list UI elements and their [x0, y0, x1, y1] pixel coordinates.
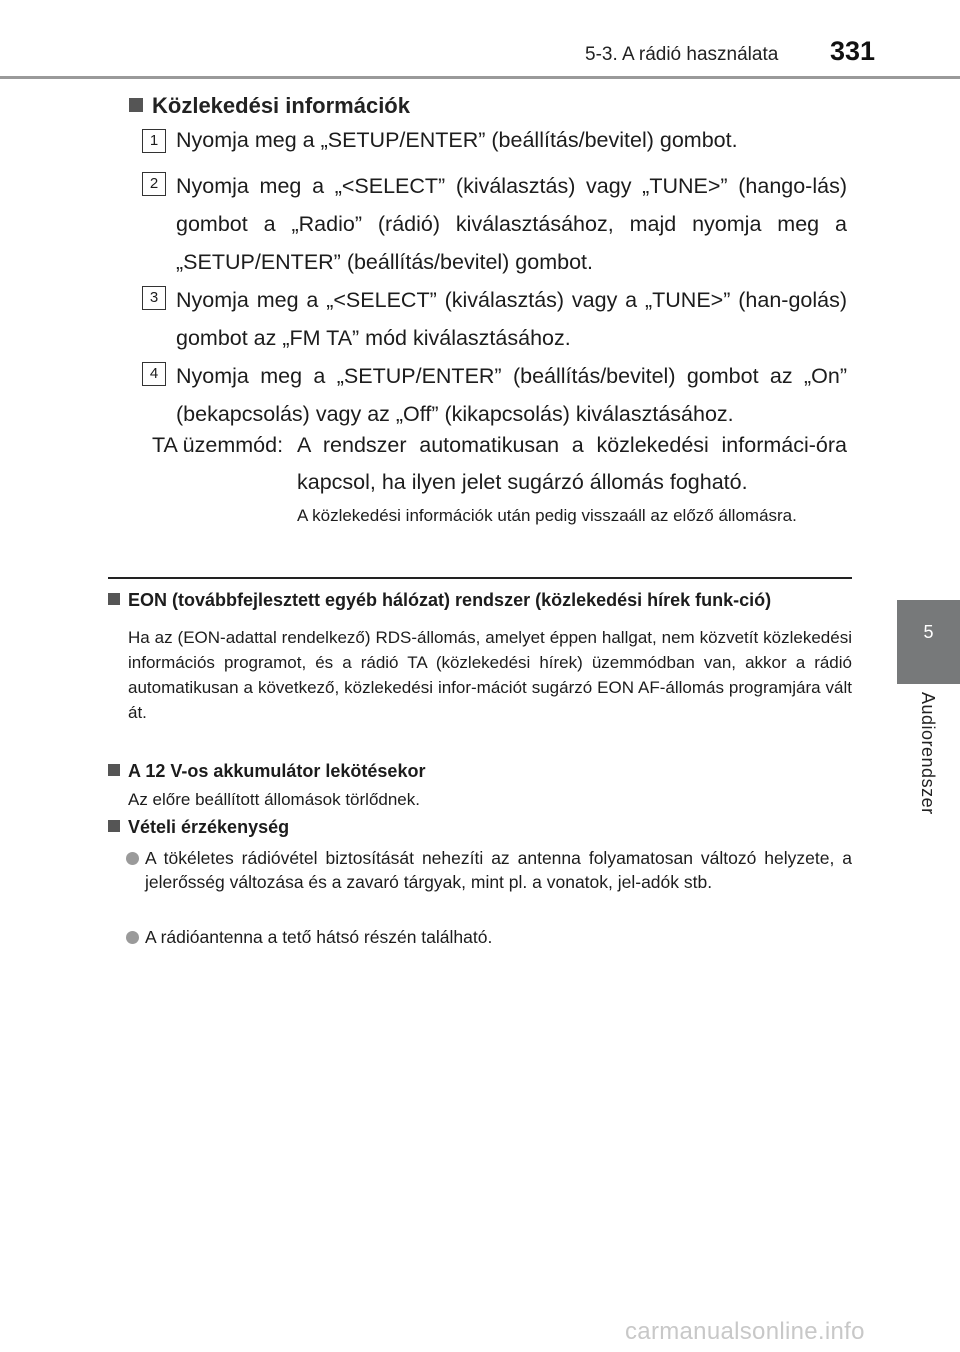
- section-title: 5-3. A rádió használata: [585, 44, 779, 65]
- step-number-badge: 3: [142, 286, 166, 310]
- step-number-badge: 2: [142, 172, 166, 196]
- note-title-text: EON (továbbfejlesztett egyéb hálózat) rendszer (közlekedési hírek funk-ció): [128, 590, 772, 610]
- watermark: carmanualsonline.info: [625, 1318, 865, 1345]
- list-item: [126, 846, 852, 894]
- step-item: [142, 357, 847, 433]
- list-item-text: A tökéletes rádióvétel biztosítását nehezíti az antenna folyamatosan változó helyzete, a jelerősség változása és a zavaró tárgyak, mint pl. a vonatok, jel-adók stb.: [145, 848, 852, 892]
- square-bullet-icon: [129, 98, 143, 112]
- step-item: [142, 124, 847, 157]
- note-eon: [108, 588, 852, 725]
- step-text: Nyomja meg a „<SELECT” (kiválasztás) vagy a „TUNE>” (han-golás) gombot az „FM TA” mód kiválasztásához.: [176, 288, 847, 350]
- ta-mode-text: A rendszer automatikusan a közlekedési informáci-óra kapcsol, ha ilyen jelet sugárzó állomás fogható.: [297, 433, 847, 494]
- step-item: [142, 167, 847, 281]
- ta-mode-label: TA üzemmód:: [152, 433, 284, 457]
- note-title-text: Vételi érzékenység: [128, 817, 290, 837]
- note-text: Ha az (EON-adattal rendelkező) RDS-állomás, amelyet éppen hallgat, nem közvetít közlekedési információs programot, és a rádió TA (közlekedési hírek) üzemmódban van, akkor a rádió automatikusan a következő, közlekedési infor-mációt sugárzó EON AF-állomás programjára vált át.: [128, 628, 852, 722]
- section-heading-text: Közlekedési információk: [152, 93, 410, 118]
- chapter-number: 5: [923, 622, 934, 642]
- note-reception: [108, 815, 852, 840]
- square-bullet-icon: [108, 593, 120, 605]
- page-number: 331: [830, 36, 876, 66]
- step-item: [142, 281, 847, 357]
- section-heading: [129, 93, 410, 119]
- step-text: Nyomja meg a „<SELECT” (kiválasztás) vagy „TUNE>” (hango-lás) gombot a „Radio” (rádió) kiválasztásához, majd nyomja meg a „SETUP/ENTER” (beállítás/bevitel) gombot.: [176, 174, 847, 274]
- ta-mode-description: [152, 427, 847, 501]
- note-title-text: A 12 V-os akkumulátor lekötésekor: [128, 761, 426, 781]
- note-title: [108, 759, 852, 784]
- circle-bullet-icon: [126, 852, 139, 865]
- chapter-name: Audiorendszer: [918, 692, 938, 815]
- step-text: Nyomja meg a „SETUP/ENTER” (beállítás/bevitel) gombot.: [176, 128, 738, 152]
- step-number-badge: 4: [142, 362, 166, 386]
- note-title: [108, 588, 852, 613]
- square-bullet-icon: [108, 764, 120, 776]
- chapter-tab: [897, 600, 960, 684]
- page-header: [0, 0, 960, 80]
- step-number-badge: 1: [142, 129, 166, 153]
- step-text: Nyomja meg a „SETUP/ENTER” (beállítás/bevitel) gombot az „On” (bekapcsolás) vagy az „Off” (kikapcsolás) kiválasztásához.: [176, 364, 847, 426]
- section-divider: [108, 577, 852, 579]
- header-rule: [0, 76, 960, 79]
- square-bullet-icon: [108, 820, 120, 832]
- ta-mode-note: A közlekedési információk után pedig visszaáll az előző állomásra.: [297, 506, 797, 525]
- note-battery: [108, 759, 852, 812]
- note-title: [108, 815, 852, 840]
- list-item: [126, 925, 852, 949]
- note-text: Az előre beállított állomások törlődnek.: [128, 790, 420, 809]
- circle-bullet-icon: [126, 931, 139, 944]
- list-item-text: A rádióantenna a tető hátsó részén található.: [145, 927, 493, 947]
